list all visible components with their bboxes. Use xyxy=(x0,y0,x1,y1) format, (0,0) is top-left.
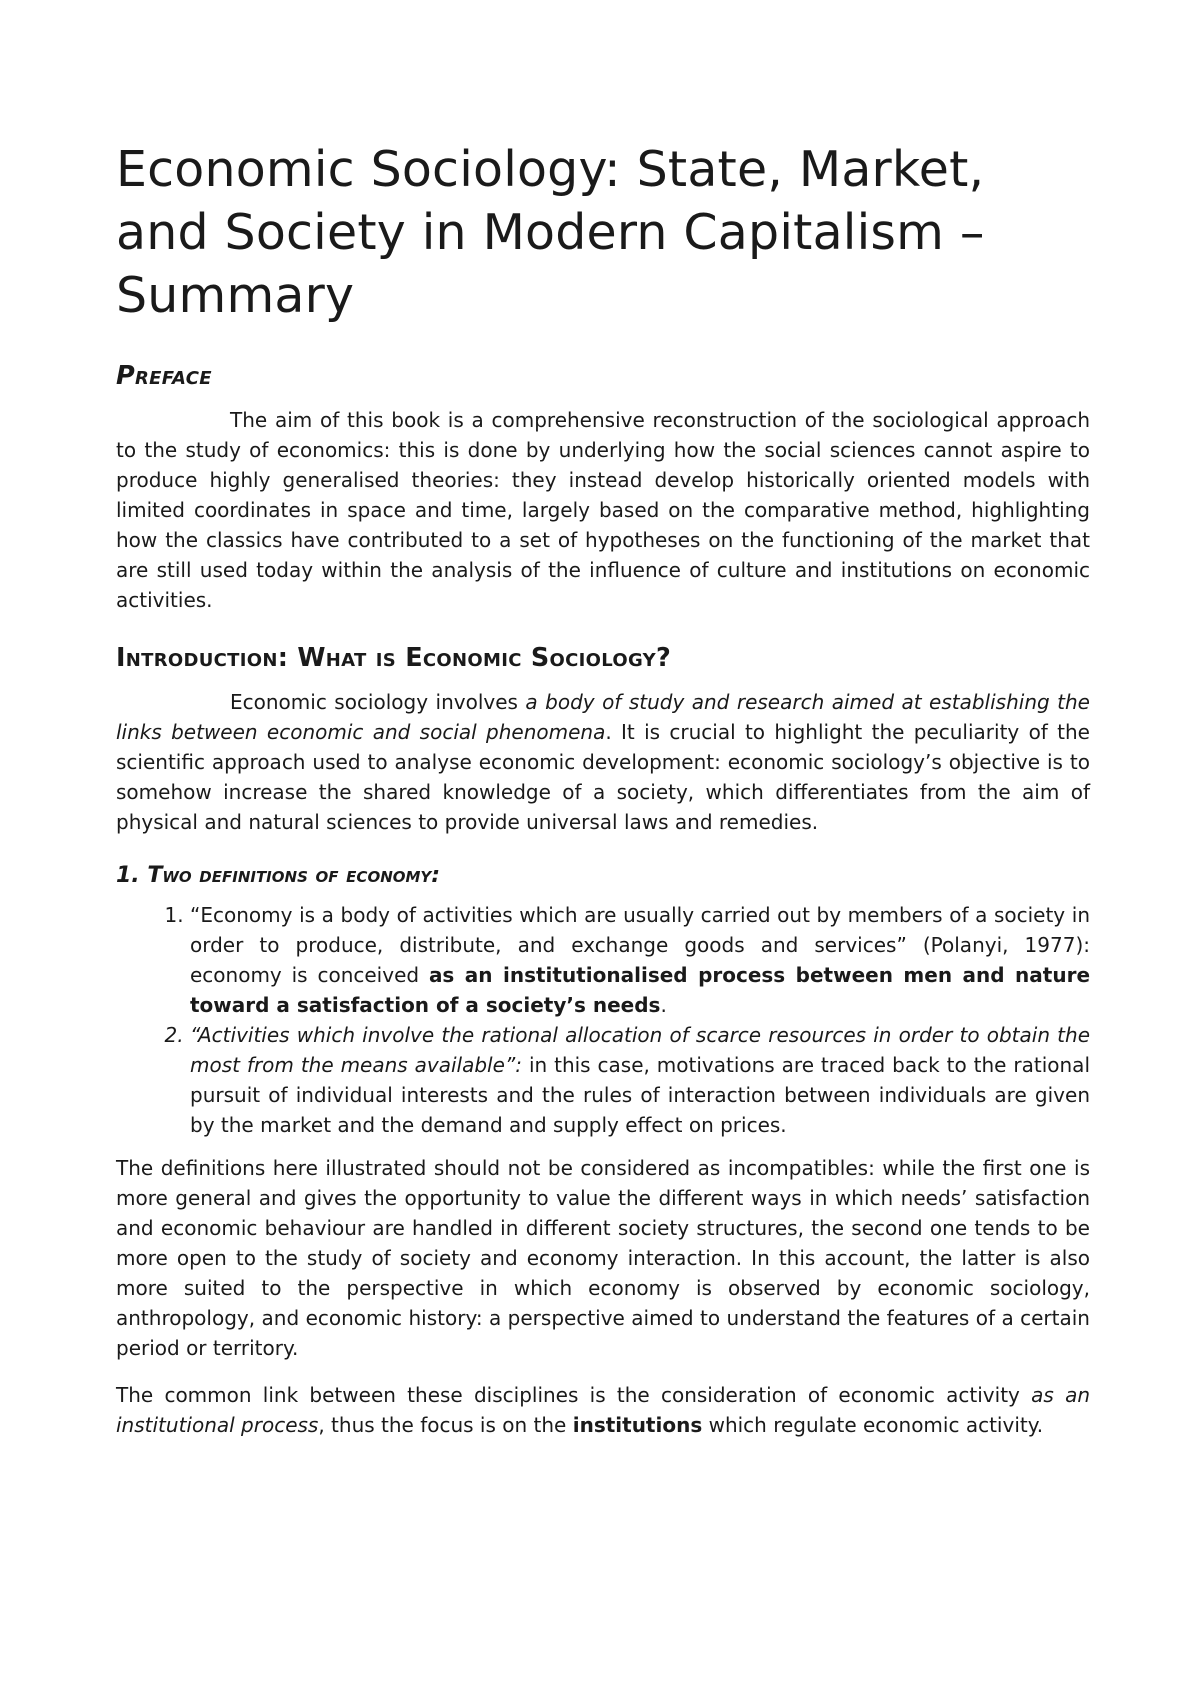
definition-item-1 xyxy=(190,900,1090,1020)
link-middle-text: , thus the focus is on the xyxy=(318,1413,573,1437)
introduction-heading: Introduction: What is Economic Sociology? xyxy=(116,643,672,673)
common-link-paragraph xyxy=(116,1380,1090,1440)
link-lead-text: The common link between these disciplines is the consideration of economic activity xyxy=(116,1383,1032,1407)
preface-heading: Preface xyxy=(116,361,212,391)
definition-1-quote: “Economy is a body of activities which are usually carried out by members of a society in order to produce, distribute, and exchange goods and services” (Polanyi, 1977): economy is conceived xyxy=(190,903,1090,987)
definition-2-tail: in this case, motivations are traced back to the rational pursuit of individual interests and the rules of interaction between individuals are given by the market and the demand and supply effect on prices. xyxy=(190,1053,1090,1137)
compatibility-paragraph: The definitions here illustrated should not be considered as incompatibles: while the first one is more general and gives the opportunity to value the different ways in which needs’ satisfaction and economic behaviour are handled in different society structures, the second one tends to be more open to the study of society and economy interaction. In this account, the latter is also more suited to the perspective in which economy is observed by economic sociology, anthropology, and economic history: a perspective aimed to understand the features of a certain period or territory. xyxy=(116,1156,1090,1360)
document-title: Economic Sociology: State, Market, and Society in Modern Capitalism – Summary xyxy=(116,141,985,324)
definition-1-bold: as an institutionalised process between men and nature toward a satisfaction of a society’s needs xyxy=(190,963,1091,1017)
definitions-heading: 1. Two definitions of economy: xyxy=(116,863,441,888)
definition-item-2 xyxy=(190,1020,1090,1140)
definitions-list xyxy=(116,900,1090,1140)
intro-rest-text: . It is crucial to highlight the peculiarity of the scientific approach used to analyse economic development: economic sociology’s objective is to somehow increase the shared knowledge of a society, which differentiates from the aim of physical and natural sciences to provide universal laws and remedies. xyxy=(116,720,1090,834)
preface-paragraph: The aim of this book is a comprehensive reconstruction of the sociological approach to the study of economics: this is done by underlying how the social sciences cannot aspire to produce highly generalised theories: they instead develop historically oriented models with limited coordinates in space and time, largely based on the comparative method, highlighting how the classics have contributed to a set of hypotheses on the functioning of the market that are still used today within the analysis of the influence of culture and institutions on economic activities. xyxy=(116,408,1090,612)
intro-lead-text: Economic sociology involves xyxy=(230,690,526,714)
intro-italic-text: a body of study and research aimed at establishing the links between economic and social phenomena xyxy=(116,690,1090,744)
link-bold-text: institutions xyxy=(572,1413,703,1437)
definition-1-tail: . xyxy=(660,993,667,1017)
introduction-paragraph xyxy=(116,687,1090,837)
definition-2-italic: “Activities which involve the rational allocation of scarce resources in order to obtain the most from the means available”: xyxy=(190,1023,1090,1077)
link-tail-text: which regulate economic activity. xyxy=(702,1413,1044,1437)
link-italic-text: as an institutional process xyxy=(116,1383,1091,1437)
